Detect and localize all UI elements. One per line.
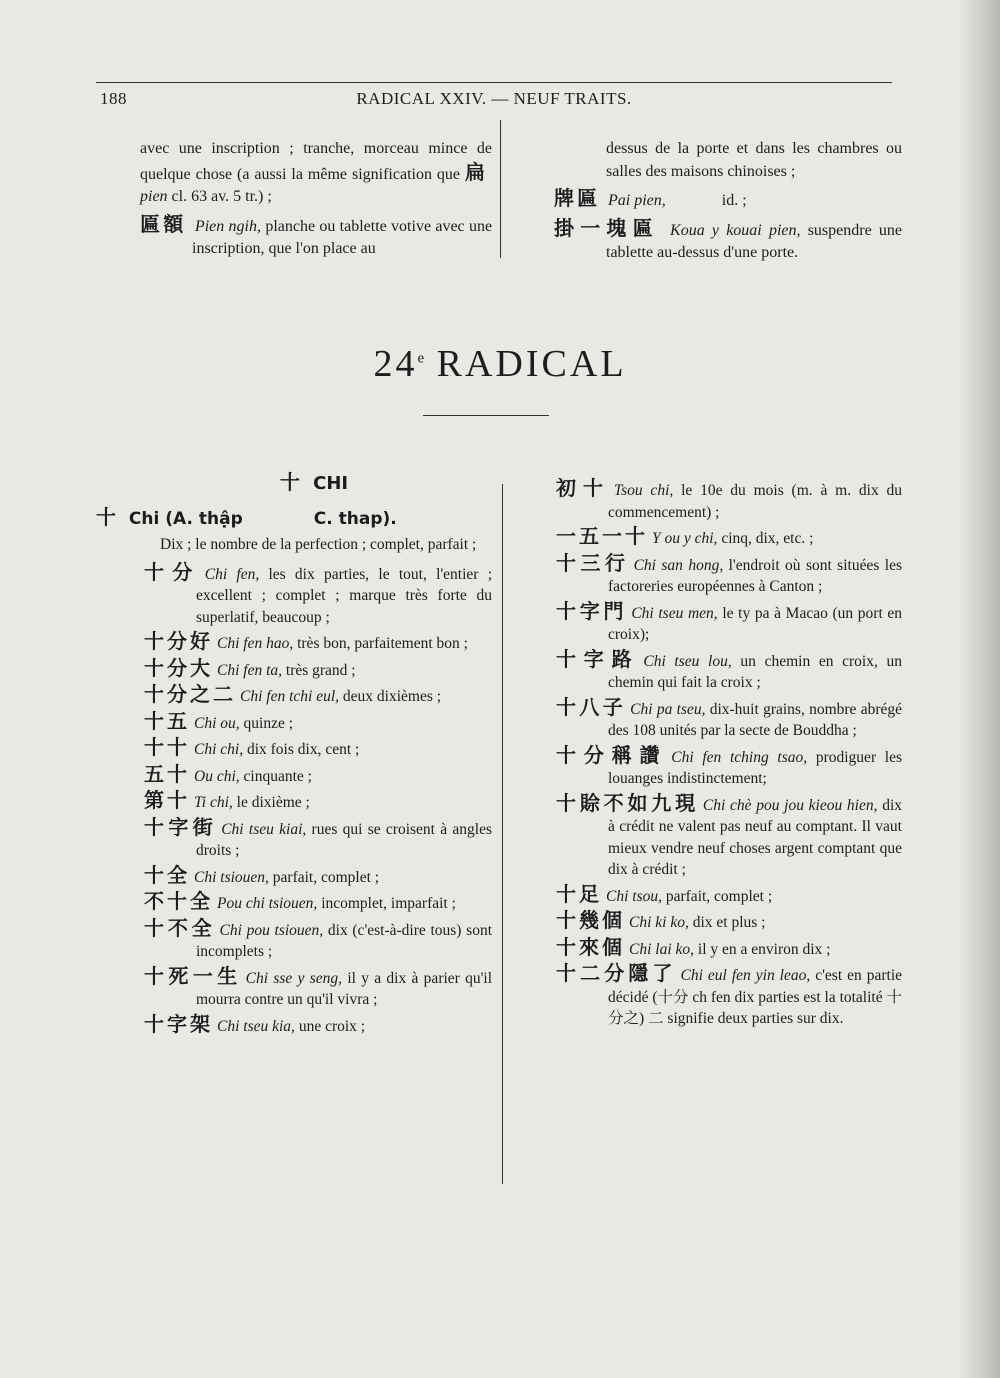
chinese-char: 扁 xyxy=(465,159,489,184)
entry-romanization: Chi fen ta, xyxy=(217,661,283,679)
entry-chinese: 十來個 xyxy=(556,934,625,959)
dictionary-entry xyxy=(96,708,492,735)
entry-romanization: Chi tseu men, xyxy=(631,604,718,622)
entry-romanization: Chi tsiouen, xyxy=(194,868,269,886)
heading-word: RADICAL xyxy=(436,343,627,385)
radical-definition: Dix ; le nombre de la perfection ; complet, parfait ; xyxy=(160,536,477,553)
entry-chinese: 匾額 xyxy=(140,211,187,236)
dictionary-entry xyxy=(96,684,492,708)
dictionary-entry xyxy=(556,881,902,908)
entry-definition: le dixième ; xyxy=(236,794,310,811)
entry-definition: parfait, complet ; xyxy=(665,887,773,905)
entry-definition: dix et plus ; xyxy=(692,914,766,931)
page-edge-shadow xyxy=(958,0,1000,1378)
entry-chinese: 十字路 xyxy=(556,646,640,671)
top-column-divider xyxy=(500,120,501,258)
dictionary-entry xyxy=(96,891,492,915)
entry-definition: très bon, parfaitement bon ; xyxy=(297,635,468,652)
entry-romanization: Chi fen tchi eul, xyxy=(240,688,340,705)
dictionary-entry xyxy=(556,694,902,742)
entry-romanization: Chi san hong, xyxy=(633,556,724,574)
column-divider xyxy=(502,484,503,1184)
entry-romanization: Chi tseu lou, xyxy=(643,652,732,670)
entry-chinese: 十不全 xyxy=(144,915,216,940)
entry-romanization: Chi chè pou jou kieou hien, xyxy=(702,796,878,814)
entry-romanization: Ou chi, xyxy=(194,767,240,785)
dictionary-entry xyxy=(96,963,493,1011)
entry-romanization: Chi pou tsiouen, xyxy=(219,921,324,939)
entry-romanization: Ti chi, xyxy=(194,794,233,811)
dictionary-entry xyxy=(556,963,902,1030)
dictionary-entry xyxy=(96,761,492,788)
entry-romanization: Chi sse y seng, xyxy=(245,969,343,987)
entry-chinese: 十分 xyxy=(144,559,201,584)
entry-chinese: 不十全 xyxy=(144,889,213,913)
entry-chinese: 十十 xyxy=(144,735,190,759)
entry-romanization: Chi pa tseu, xyxy=(630,700,706,718)
right-entry-list xyxy=(556,478,902,1030)
dictionary-entry xyxy=(556,646,903,694)
entry-chinese: 十五 xyxy=(144,708,190,733)
heading-number: 24 xyxy=(373,343,418,385)
entry-definition: suspendre une tablette au-dessus d'une porte. xyxy=(606,221,902,261)
entry-romanization: Chi chi, xyxy=(194,741,244,758)
entry-chinese: 五十 xyxy=(144,761,190,786)
dictionary-entry xyxy=(554,187,902,213)
dictionary-entry xyxy=(96,915,492,963)
entry-definition: deux dixièmes ; xyxy=(342,688,442,705)
entry-romanization: Chi fen tching tsao, xyxy=(671,748,808,766)
entry-definition: planche ou tablette votive avec une inscription, que l'on place au xyxy=(192,217,493,257)
running-title: RADICAL XXIV. — NEUF TRAITS. xyxy=(356,89,632,108)
entry-definition: incomplet, imparfait ; xyxy=(321,895,456,912)
dictionary-entry xyxy=(556,478,902,523)
entry-chinese: 十分大 xyxy=(144,655,213,680)
dictionary-entry xyxy=(96,631,492,655)
dictionary-entry xyxy=(554,217,902,265)
entry-romanization: Chi tsou, xyxy=(606,887,662,905)
dictionary-entry xyxy=(96,655,492,682)
entry-romanization: Chi ou, xyxy=(194,714,240,732)
entry-chinese: 牌匾 xyxy=(554,186,600,210)
continuation-text: dessus de la porte et dans les chambres ou salles des maisons chinoises ; xyxy=(606,140,902,180)
right-column xyxy=(556,478,902,1033)
entry-definition: il y en a environ dix ; xyxy=(697,940,831,958)
entry-romanization: Chi tseu kiai, xyxy=(221,820,307,838)
dictionary-entry xyxy=(556,598,903,646)
entry-chinese: 十分稱讚 xyxy=(556,742,668,767)
entry-chinese: 十幾個 xyxy=(556,908,625,932)
continuation-text: avec une inscription ; tranche, morceau mince de quelque chose (a aussi la même signification que 扁 pien cl. 63 av. 5 tr.) ; xyxy=(140,140,492,205)
entry-romanization: Pien ngih, xyxy=(194,217,261,235)
dictionary-entry xyxy=(556,526,902,550)
entry-chinese: 第十 xyxy=(144,788,190,812)
entry-romanization: Koua y kouai pien, xyxy=(670,221,801,239)
entry-definition: rues qui se croisent à angles droits ; xyxy=(196,820,493,859)
entry-chinese: 十分之二 xyxy=(144,682,236,706)
entry-chinese: 十分好 xyxy=(144,629,213,653)
entry-definition: dix (c'est-à-dire tous) sont incomplets ; xyxy=(196,921,492,960)
dictionary-entry xyxy=(96,862,492,889)
entry-definition: parfait, complet ; xyxy=(272,868,380,886)
entry-definition: dix fois dix, cent ; xyxy=(246,741,360,758)
entry-chinese: 十足 xyxy=(556,881,602,906)
dictionary-entry xyxy=(96,1011,492,1038)
entry-definition: c'est en partie décidé (十分 ch fen dix parties est la totalité 十分之) 二 signifie deux parties sur dix. xyxy=(608,967,903,1027)
entry-chinese: 十字街 xyxy=(144,814,218,839)
entry-chinese: 十全 xyxy=(144,862,190,887)
entry-romanization: Chi lai ko, xyxy=(629,940,695,958)
entry-chinese: 十死一生 xyxy=(144,963,242,988)
entry-chinese: 初十 xyxy=(556,476,610,500)
running-head xyxy=(96,82,892,113)
entry-romanization: Pou chi tsiouen, xyxy=(217,895,318,912)
entry-definition: id. ; xyxy=(721,192,747,209)
dictionary-entry xyxy=(556,790,903,881)
dictionary-entry xyxy=(140,213,492,261)
entry-definition: l'endroit où sont situées les factoreries européennes à Canton ; xyxy=(608,556,902,595)
entry-chinese: 十二分隱了 xyxy=(556,961,677,985)
entry-chinese: 十三行 xyxy=(556,550,630,575)
entry-definition: prodiguer les louanges indistinctement; xyxy=(608,748,903,787)
dictionary-entry xyxy=(556,742,903,790)
entry-definition: il y a dix à parier qu'il mourra contre un qu'il vivra ; xyxy=(196,969,493,1008)
dictionary-entry xyxy=(556,934,902,961)
entry-definition: dix-huit grains, nombre abrégé des 108 unités par la secte de Bouddha ; xyxy=(608,700,902,739)
entry-romanization: Pai pien, xyxy=(608,192,666,209)
entry-definition: une croix ; xyxy=(298,1017,366,1035)
dictionary-entry xyxy=(96,814,493,862)
entry-romanization: Chi eul fen yin leao, xyxy=(680,967,811,984)
top-left-column xyxy=(140,138,492,261)
entry-definition: cinq, dix, etc. ; xyxy=(721,530,814,547)
entry-definition: les dix parties, le tout, l'entier ; excellent ; complet ; marque très forte du superlatif, beaucoup ; xyxy=(196,565,493,626)
page-number: 188 xyxy=(100,89,127,108)
section-heading xyxy=(0,342,1000,386)
entry-romanization: Chi tseu kia, xyxy=(217,1017,295,1035)
entry-definition: quinze ; xyxy=(243,714,294,732)
entry-definition: dix à crédit ne valent pas neuf au comptant. Il vaut mieux vendre neuf choses argent comptant que dix à crédit ; xyxy=(608,796,903,878)
entry-romanization: Y ou y chi, xyxy=(652,530,718,547)
entry-romanization: Chi ki ko, xyxy=(629,914,689,931)
entry-definition: très grand ; xyxy=(285,661,356,679)
dictionary-entry xyxy=(96,737,492,761)
entry-chinese: 十字架 xyxy=(144,1011,213,1036)
entry-chinese: 十字門 xyxy=(556,598,628,623)
left-column xyxy=(96,472,492,1040)
left-entry-list xyxy=(96,559,493,1038)
entry-definition: un chemin en croix, un chemin qui fait la croix ; xyxy=(608,652,903,691)
entry-romanization: Chi fen, xyxy=(204,565,260,583)
entry-definition: cinquante ; xyxy=(243,767,312,785)
dictionary-entry xyxy=(556,910,902,934)
dictionary-entry xyxy=(96,559,493,629)
dictionary-entry xyxy=(556,550,902,598)
radical-title: 十 CHI xyxy=(279,470,349,494)
radical-line: 十 Chi (A. thập C. thap). xyxy=(96,504,397,529)
entry-definition: le 10e du mois (m. à m. dix du commencement) ; xyxy=(608,482,903,521)
entry-chinese: 掛一塊匾 xyxy=(554,215,659,240)
entry-chinese: 十賒不如九現 xyxy=(556,790,699,815)
entry-chinese: 一五一十 xyxy=(556,524,648,548)
entry-romanization: Tsou chi, xyxy=(613,482,674,499)
dictionary-entry xyxy=(96,790,492,814)
entry-romanization: Chi fen hao, xyxy=(217,635,294,652)
entry-chinese: 十八子 xyxy=(556,694,627,719)
heading-rule xyxy=(423,415,549,416)
entry-definition: le ty pa à Macao (un port en croix); xyxy=(608,604,903,643)
top-right-column xyxy=(554,138,902,265)
heading-ordinal: e xyxy=(417,350,425,367)
